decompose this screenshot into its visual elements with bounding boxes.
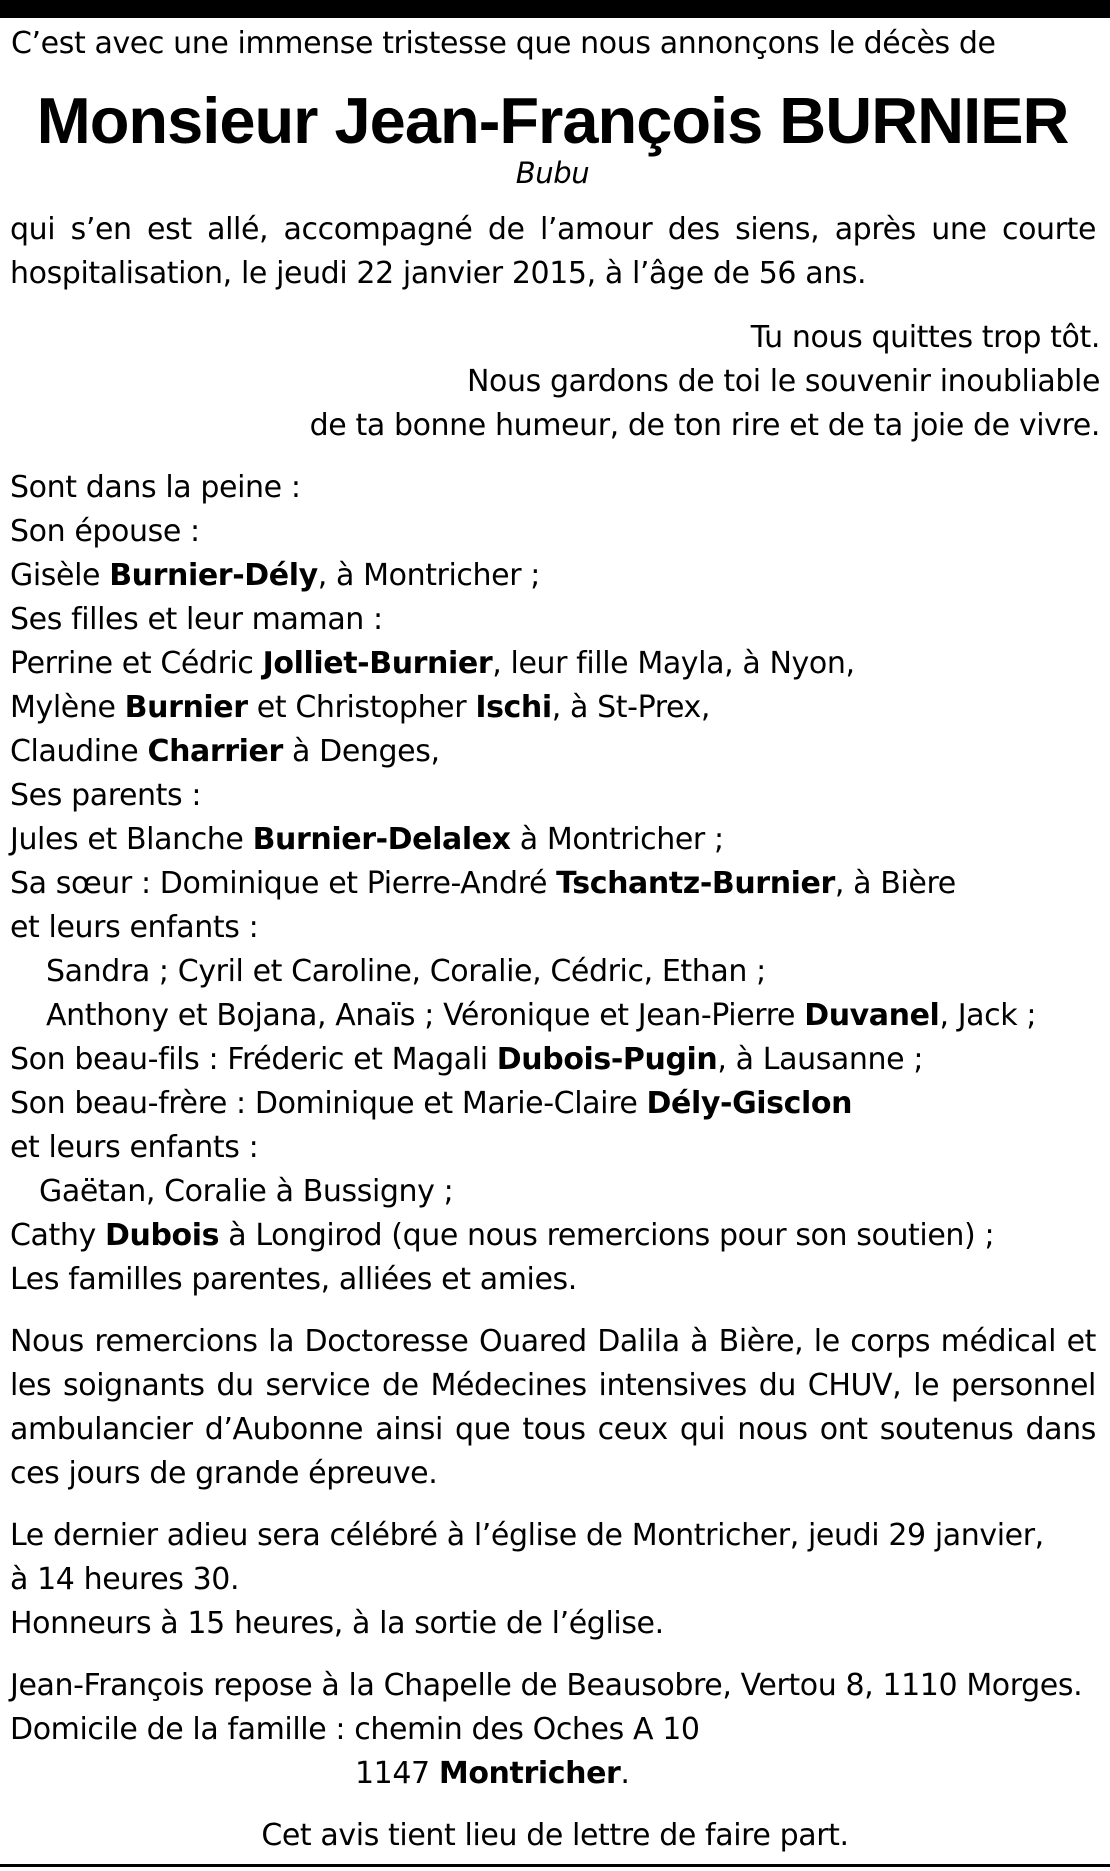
deceased-nickname: Bubu	[515, 156, 590, 190]
rest-address-town: 1147 Montricher.	[355, 1756, 630, 1791]
brother-children: Gaëtan, Coralie à Bussigny ;	[39, 1174, 454, 1209]
sister-children-1: Sandra ; Cyril et Caroline, Coralie, Cédric, Ethan ;	[46, 954, 766, 989]
other-families: Les familles parentes, alliées et amies.	[10, 1262, 577, 1297]
rest-line-1: Jean-François repose à la Chapelle de Beausobre, Vertou 8, 1110 Morges.	[10, 1668, 1083, 1703]
brother-in-law-entry: Son beau-frère : Dominique et Marie-Claire Dély-Gisclon	[10, 1086, 853, 1121]
poem-line-1: Tu nous quittes trop tôt.	[750, 320, 1100, 355]
sister-entry: Sa sœur : Dominique et Pierre-André Tschantz-Burnier, à Bière	[10, 866, 956, 901]
announcement-line-2: hospitalisation, le jeudi 22 janvier 2015, à l’âge de 56 ans.	[10, 256, 867, 291]
poem	[10, 316, 1100, 448]
thanks-line-1: Nous remercions la Doctoresse Ouared Dalila à Bière, le corps médical et	[10, 1324, 1096, 1359]
parents-entry: Jules et Blanche Burnier-Delalex à Montricher ;	[10, 822, 724, 857]
closing-note: Cet avis tient lieu de lettre de faire part.	[261, 1818, 849, 1853]
family-list	[10, 466, 1100, 1302]
spouse-label: Son épouse :	[10, 514, 200, 549]
parents-label: Ses parents :	[10, 778, 202, 813]
deceased-name: Monsieur Jean-François BURNIER	[36, 84, 1069, 157]
intro-text: C’est avec une immense tristesse que nous annonçons le décès de	[11, 26, 996, 61]
thanks-line-2: les soignants du service de Médecines intensives du CHUV, le personnel	[10, 1368, 1096, 1403]
bottom-rule	[0, 1864, 1110, 1867]
announcement-line-1: qui s’en est allé, accompagné de l’amour des siens, après une courte	[10, 212, 1096, 247]
daughter-entry-1: Perrine et Cédric Jolliet-Burnier, leur fille Mayla, à Nyon,	[10, 646, 855, 681]
sister-children-label: et leurs enfants :	[10, 910, 259, 945]
ceremony-paragraph	[10, 1514, 1100, 1646]
spouse-entry: Gisèle Burnier-Dély, à Montricher ;	[10, 558, 540, 593]
brother-children-label: et leurs enfants :	[10, 1130, 259, 1165]
ceremony-line-1: Le dernier adieu sera célébré à l’église de Montricher, jeudi 29 janvier,	[10, 1518, 1044, 1553]
ceremony-line-2: à 14 heures 30.	[10, 1562, 240, 1597]
sister-children-2: Anthony et Bojana, Anaïs ; Véronique et Jean-Pierre Duvanel, Jack ;	[46, 998, 1037, 1033]
daughters-label: Ses filles et leur maman :	[10, 602, 383, 637]
rest-paragraph	[10, 1664, 1100, 1796]
cathy-entry: Cathy Dubois à Longirod (que nous remercions pour son soutien) ;	[10, 1218, 995, 1253]
poem-line-2: Nous gardons de toi le souvenir inoubliable	[466, 364, 1100, 399]
thanks-line-3: ambulancier d’Aubonne ainsi que tous ceux qui nous ont soutenus dans	[10, 1412, 1096, 1447]
daughter-entry-2: Mylène Burnier et Christopher Ischi, à St-Prex,	[10, 690, 711, 725]
mother-entry: Claudine Charrier à Denges,	[10, 734, 440, 769]
obituary-notice	[10, 22, 1100, 1858]
stepson-entry: Son beau-fils : Fréderic et Magali Dubois-Pugin, à Lausanne ;	[10, 1042, 924, 1077]
thanks-line-4: ces jours de grande épreuve.	[10, 1456, 438, 1491]
thanks-paragraph	[10, 1320, 1100, 1496]
rest-line-2: Domicile de la famille : chemin des Oches A 10	[10, 1712, 700, 1747]
poem-line-3: de ta bonne humeur, de ton rire et de ta joie de vivre.	[309, 408, 1100, 443]
ceremony-line-3: Honneurs à 15 heures, à la sortie de l’église.	[10, 1606, 664, 1641]
top-rule	[0, 0, 1110, 18]
family-heading: Sont dans la peine :	[10, 470, 301, 505]
